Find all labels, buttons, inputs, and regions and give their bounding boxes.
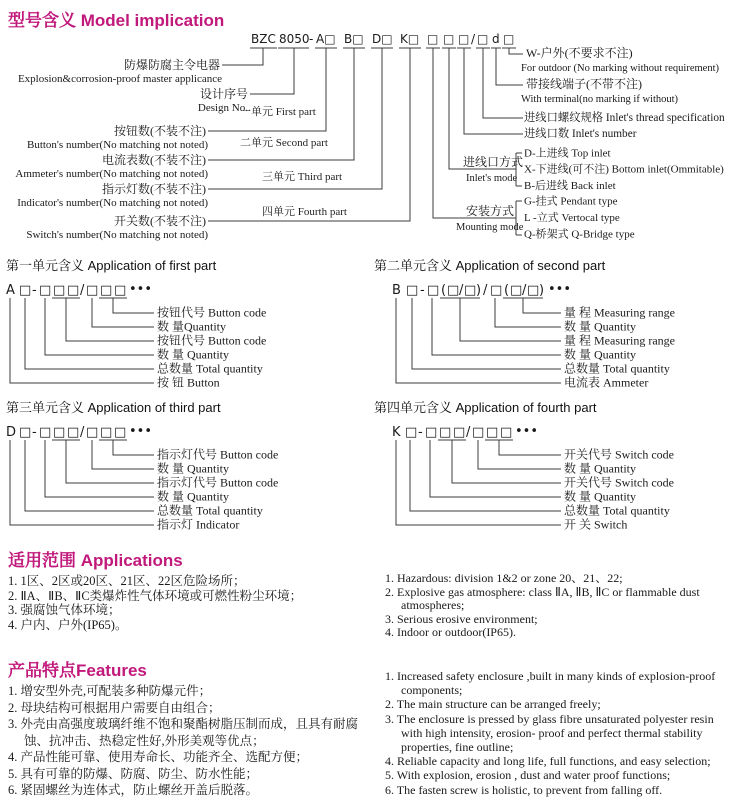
application-item-zh: 4. 户内、户外(IP65)。 xyxy=(8,617,128,632)
application-item-en: 3. Serious erosive environment; xyxy=(385,611,538,626)
model-code-token: □ xyxy=(477,32,489,46)
part-code-box: □ xyxy=(114,283,127,298)
part-code-box: □ xyxy=(53,283,66,298)
second-part-lines xyxy=(396,298,561,383)
label-outdoor-en: For outdoor (No marking without requirement) xyxy=(521,63,720,74)
part-code-box: □ xyxy=(86,425,99,440)
part-code-box: □ xyxy=(39,283,52,298)
application-item-zh: 1. 1区、2区或20区、21区、22区危险场所； xyxy=(8,574,246,588)
label-inlet-mode-en: Inlet's mode xyxy=(466,173,518,184)
part-code-ellipsis: ••• xyxy=(129,424,153,439)
part-code-paren: ) xyxy=(539,283,545,298)
model-code-token: □ xyxy=(503,32,515,46)
part-code-box: □ xyxy=(67,425,80,440)
part-code-box: □ xyxy=(427,283,440,298)
part-code-ellipsis: ••• xyxy=(129,282,153,297)
model-code-token: D□ xyxy=(372,32,393,46)
third-part-label: 总数量 Total quantity xyxy=(157,503,263,518)
label-button-number-en: Button's number(No matching not noted) xyxy=(26,139,208,151)
part-code-letter: B xyxy=(392,283,401,298)
features-section xyxy=(0,656,730,797)
part-code-letter: K xyxy=(392,425,401,440)
application-item-en: 1. Hazardous: division 1&2 or zone 20、21、22; xyxy=(385,571,623,585)
application-item-zh: 3. 强腐蚀气体环境； xyxy=(8,603,121,617)
mounting-option-bridge: Q-桥架式 Q-Bridge type xyxy=(524,228,635,241)
applications-list-en xyxy=(385,572,729,640)
part-code-dash: - xyxy=(32,425,37,440)
unit-label-fourth: 四单元 Fourth part xyxy=(262,206,347,218)
fourth-part-header: 第四单元含义 Application of fourth part xyxy=(374,400,597,415)
third-part-lines xyxy=(10,440,154,525)
first-part-label: 按钮代号 Button code xyxy=(157,305,267,320)
inlet-option-top: D-上进线 Top inlet xyxy=(524,147,611,160)
part-code-box: □ xyxy=(510,283,523,298)
part-code-box: □ xyxy=(406,283,419,298)
part-code-ellipsis: ••• xyxy=(515,424,539,439)
part-code-ellipsis: ••• xyxy=(548,282,572,297)
part-code-paren: ( xyxy=(504,283,510,298)
label-terminal-zh: 带接线端子(不带不注) xyxy=(526,77,642,91)
part-code-box: □ xyxy=(100,283,113,298)
part-code-box: □ xyxy=(19,283,32,298)
part-code-box: □ xyxy=(490,283,503,298)
model-code-token: A□ xyxy=(316,32,336,46)
label-inlet-mode-zh: 进线口方式 xyxy=(463,155,524,169)
feature-item-zh: 6. 紧固螺丝为连体式，防止螺丝开盖后脱落。 xyxy=(8,783,259,797)
label-switch-number-en: Switch's number(No matching not noted) xyxy=(26,229,208,241)
application-item-en: 4. Indoor or outdoor(IP65). xyxy=(385,625,516,639)
mounting-option-vertical: L -立式 Vertocal type xyxy=(524,212,620,224)
third-part-label: 数 量 Quantity xyxy=(157,489,229,504)
third-part-header: 第三单元含义 Application of third part xyxy=(6,400,221,415)
unit-label-first: 一单元 First part xyxy=(240,106,316,118)
unit-label-third: 三单元 Third part xyxy=(262,171,343,183)
second-part-diagram xyxy=(368,258,730,398)
fourth-part-label: 总数量 Total quantity xyxy=(564,503,670,518)
label-mounting-mode-zh: 安装方式 xyxy=(466,204,515,218)
first-part-label: 总数量 Total quantity xyxy=(157,361,263,376)
third-part-label: 指示灯 Indicator xyxy=(157,517,240,532)
feature-item-zh: 4. 产品性能可靠、使用寿命长、功能齐全、选配方便； xyxy=(8,750,309,764)
feature-item-zh: 5. 具有可靠的防爆、防腐、防尘、防水性能； xyxy=(8,766,259,781)
feature-item-en: 1. Increased safety enclosure ,built in many kinds of explosion-proof components; xyxy=(385,669,716,698)
part-code-slash: / xyxy=(522,283,527,298)
part-code-slash: / xyxy=(483,283,488,298)
fourth-part-label: 数 量 Quantity xyxy=(564,461,636,476)
label-terminal-en: With terminal(no marking if without) xyxy=(521,94,679,105)
label-outdoor-zh: W-户外(不要求不注) xyxy=(526,46,633,60)
unit-label-second: 二单元 Second part xyxy=(240,137,328,149)
model-code-token: d xyxy=(492,32,500,46)
features-header: 产品特点Features xyxy=(8,661,147,680)
label-mounting-mode-en: Mounting mode xyxy=(456,222,524,233)
feature-item-en: 6. The fasten screw is holistic, to prevent from falling off. xyxy=(385,782,663,797)
part-code-box: □ xyxy=(439,425,452,440)
label-ammeter-number-zh: 电流表数(不装不注) xyxy=(102,153,206,167)
label-master-appliance-en: Explosion&corrosion-proof master applicance xyxy=(17,73,222,85)
label-master-appliance-zh: 防爆防腐主令电器 xyxy=(123,58,220,72)
label-indicator-number-en: Indicator's number(No matching not noted) xyxy=(17,197,208,209)
feature-item-en: 2. The main structure can be arranged freely; xyxy=(385,697,601,712)
part-code-box: □ xyxy=(100,425,113,440)
model-code-token: K□ xyxy=(400,32,420,46)
first-part-label: 按钮代号 Button code xyxy=(157,333,267,348)
label-button-number-zh: 按钮数(不装不注) xyxy=(114,124,206,138)
part-code-box: □ xyxy=(453,425,466,440)
feature-item-zh: 3. 外壳由高强度玻璃纤维不饱和聚酯树脂压制而成，且具有耐腐蚀、抗冲击、热稳定性好,外形美观等优点； xyxy=(8,717,359,748)
label-inlet-number: 进线口数 Inlet's number xyxy=(524,128,637,140)
part-code-dash: - xyxy=(418,425,423,440)
label-design-no-zh: 设计序号 xyxy=(199,87,248,101)
fourth-part-lines xyxy=(396,440,561,525)
part-code-box: □ xyxy=(447,283,460,298)
first-part-label: 按 钮 Button xyxy=(157,375,220,390)
application-item-en: 2. Explosive gas atmosphere: class ⅡA, ⅡB, ⅡC or flammable dust atmospheres; xyxy=(385,584,700,612)
second-part-header: 第二单元含义 Application of second part xyxy=(374,258,606,273)
part-code-letter: A xyxy=(6,283,15,298)
label-ammeter-number-en: Ammeter's number(No matching not noted) xyxy=(15,168,208,180)
first-part-lines xyxy=(10,298,154,383)
part-code-box: □ xyxy=(114,425,127,440)
part-code-slash: / xyxy=(80,283,85,298)
feature-item-zh: 2. 母块结构可根据用户需要自由组合； xyxy=(8,700,221,715)
second-part-label: 数 量 Quantity xyxy=(564,347,636,362)
first-part-label: 数 量 Quantity xyxy=(157,347,229,362)
feature-item-en: 3. The enclosure is pressed by glass fibre unsaturated polyester resin with high intensity, erosion- proof and perfect thermal stability properties, fine outline; xyxy=(385,711,714,755)
model-code-token: □ xyxy=(458,32,470,46)
third-part-label: 指示灯代号 Button code xyxy=(157,447,279,462)
part-code-box: □ xyxy=(486,425,499,440)
inlet-option-bottom: X-下进线(可不注) Bottom inlet(Ommitable) xyxy=(524,163,724,176)
second-part-label: 量 程 Measuring range xyxy=(564,333,675,348)
applications-list-zh xyxy=(8,574,380,632)
model-code-token: B□ xyxy=(344,32,364,46)
part-code-box: □ xyxy=(472,425,485,440)
part-code-paren: ( xyxy=(441,283,447,298)
first-part-diagram xyxy=(4,258,366,398)
feature-item-en: 5. With explosion, erosion , dust and water proof functions; xyxy=(385,768,671,783)
third-part-label: 指示灯代号 Button code xyxy=(157,475,279,490)
part-code-box: □ xyxy=(527,283,540,298)
part-code-box: □ xyxy=(464,283,477,298)
model-code-token: / xyxy=(471,32,476,46)
inlet-option-back: B-后进线 Back inlet xyxy=(524,180,616,192)
applications-section xyxy=(0,546,730,639)
features-list-en xyxy=(385,669,729,797)
second-part-label: 量 程 Measuring range xyxy=(564,305,675,320)
model-code-token: □ xyxy=(443,32,455,46)
part-code-box: □ xyxy=(425,425,438,440)
part-code-box: □ xyxy=(86,283,99,298)
fourth-part-label: 数 量 Quantity xyxy=(564,489,636,504)
first-part-label: 数 量Quantity xyxy=(157,319,226,334)
part-code-box: □ xyxy=(500,425,513,440)
feature-item-zh: 1. 增安型外壳,可配装多种防爆元件； xyxy=(8,684,212,698)
model-code-token: BZC xyxy=(251,32,276,46)
part-code-box: □ xyxy=(39,425,52,440)
fourth-part-label: 开关代号 Switch code xyxy=(564,447,674,462)
model-code-token: - xyxy=(309,32,314,46)
features-list-zh xyxy=(8,683,380,799)
third-part-diagram xyxy=(4,400,366,540)
feature-item-en: 4. Reliable capacity and long life, full functions, and easy selection; xyxy=(385,754,711,769)
application-item-zh: 2. ⅡA、ⅡB、ⅡC类爆炸性气体环境或可燃性粉尘环境； xyxy=(8,588,303,603)
label-thread-spec: 进线口螺纹规格 Inlet's thread specification xyxy=(524,112,725,124)
part-code-box: □ xyxy=(19,425,32,440)
part-code-slash: / xyxy=(466,425,471,440)
model-code-token: 8050 xyxy=(279,32,310,46)
applications-header: 适用范围 Applications xyxy=(8,551,183,570)
mounting-option-pendant: G-挂式 Pendant type xyxy=(524,195,618,208)
fourth-part-diagram xyxy=(368,400,730,540)
label-switch-number-zh: 开关数(不装不注) xyxy=(114,214,206,228)
part-code-slash: / xyxy=(459,283,464,298)
part-code-dash: - xyxy=(32,283,37,298)
second-part-label: 总数量 Total quantity xyxy=(564,361,670,376)
part-code-box: □ xyxy=(67,283,80,298)
label-indicator-number-zh: 指示灯数(不装不注) xyxy=(102,182,206,196)
second-part-label: 数 量 Quantity xyxy=(564,319,636,334)
model-structure-diagram xyxy=(0,28,730,250)
label-design-no-en: Design No. xyxy=(197,102,248,114)
part-code-box: □ xyxy=(405,425,418,440)
first-part-header: 第一单元含义 Application of first part xyxy=(6,258,217,273)
part-code-slash: / xyxy=(80,425,85,440)
part-code-box: □ xyxy=(53,425,66,440)
third-part-label: 数 量 Quantity xyxy=(157,461,229,476)
model-code-token: □ xyxy=(427,32,439,46)
second-part-label: 电流表 Ammeter xyxy=(564,375,649,390)
page-title: 型号含义 Model implication xyxy=(8,11,225,30)
fourth-part-label: 开 关 Switch xyxy=(564,517,628,532)
fourth-part-label: 开关代号 Switch code xyxy=(564,475,674,490)
part-code-paren: ) xyxy=(476,283,482,298)
part-code-dash: - xyxy=(420,283,425,298)
part-code-letter: D xyxy=(6,425,17,440)
